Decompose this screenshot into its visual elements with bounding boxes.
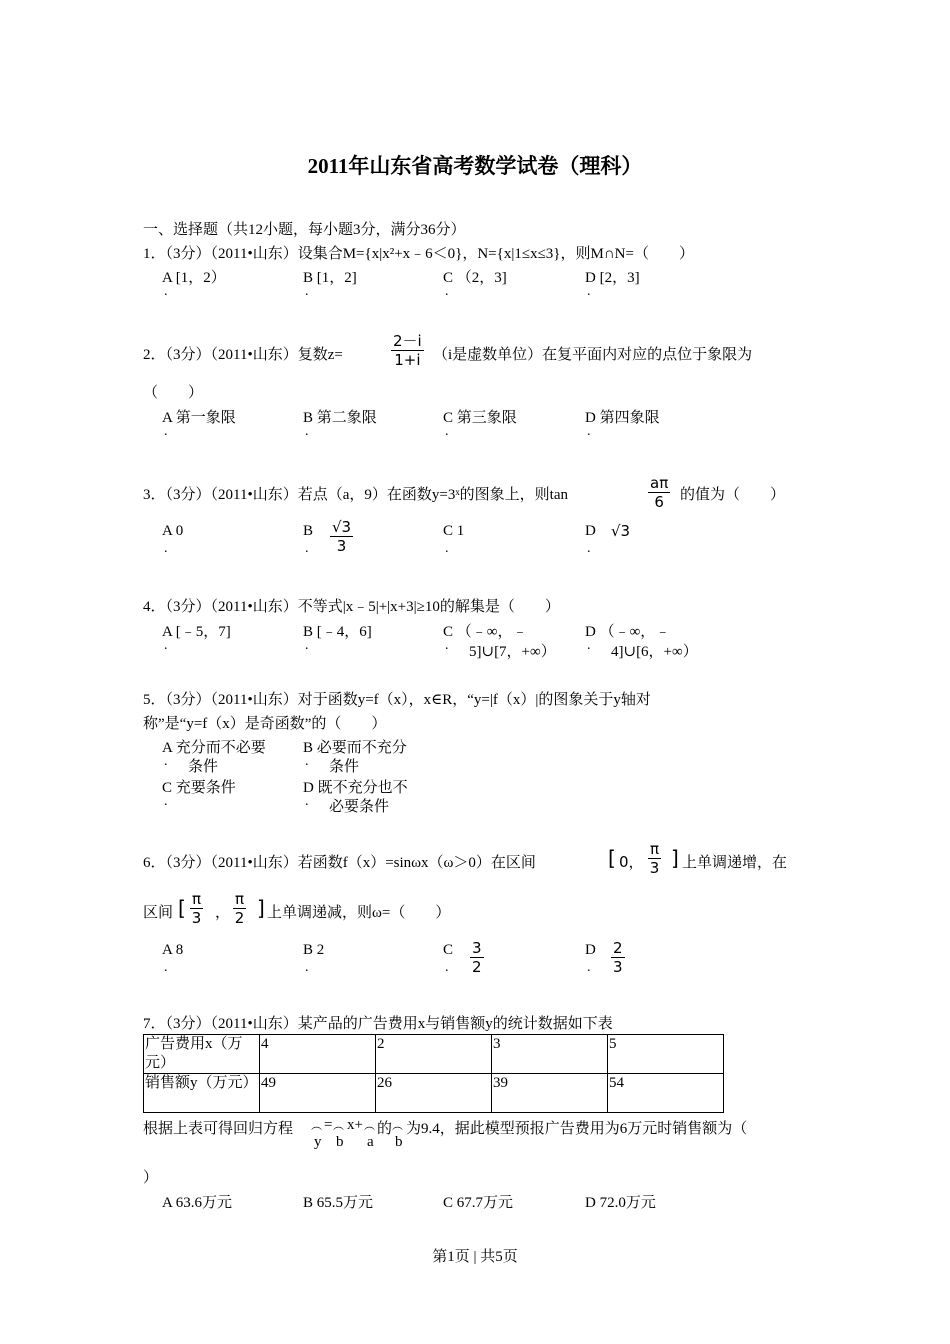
q5-option-d-cont: 必要条件 xyxy=(329,799,390,815)
q4-option-c: C （﹣∞，﹣ xyxy=(443,624,528,640)
q6-option-d-letter: D xyxy=(585,942,596,958)
hat-letter-y: y xyxy=(314,1134,322,1150)
comma: ， xyxy=(215,905,231,921)
q3-option-b-denominator: 3 xyxy=(336,537,347,555)
q4-option-b: B [﹣4，6] xyxy=(303,624,372,640)
bracket-close: ] xyxy=(257,896,265,920)
question-7-stem: 7．（3分）（2011•山东）某产品的广告费用x与销售额y的统计数据如下表 xyxy=(143,1016,613,1032)
q4-option-d: D （﹣∞，﹣ xyxy=(585,624,671,640)
table-cell: 销售额y（万元） xyxy=(144,1074,260,1113)
q2-numerator: 2－i xyxy=(393,332,422,350)
hat-letter-b: b xyxy=(336,1134,344,1150)
denominator-3: 3 xyxy=(649,859,660,877)
q7-option-d: D 72.0万元 xyxy=(585,1195,656,1211)
q3-option-a: A 0 xyxy=(162,523,184,539)
pi-symbol: π xyxy=(650,840,660,858)
dot: . xyxy=(445,284,449,299)
q7-option-a: A 63.6万元 xyxy=(162,1195,233,1211)
q3-option-d-letter: D xyxy=(585,523,596,539)
q1-option-d: D [2，3] xyxy=(585,270,640,286)
q3-option-b-numerator: √3 xyxy=(332,518,352,536)
table-row xyxy=(144,1074,724,1113)
table-cell: 49 xyxy=(260,1074,376,1113)
q5-option-c: C 充要条件 xyxy=(162,780,236,796)
page-title: 2011年山东省高考数学试卷（理科） xyxy=(307,154,643,178)
dot: . xyxy=(164,284,168,299)
question-6-stem-mid: 上单调递增，在 xyxy=(682,855,788,871)
hat-mark: ︵ xyxy=(364,1120,375,1132)
table-cell: 39 xyxy=(492,1074,608,1113)
table-cell: 5 xyxy=(608,1035,724,1074)
table-cell: 54 xyxy=(608,1074,724,1113)
dot: . xyxy=(305,960,309,975)
dot: . xyxy=(587,284,591,299)
q6-option-c-fraction xyxy=(470,939,484,976)
table-cell: 2 xyxy=(376,1035,492,1074)
table-cell: 3 xyxy=(492,1035,608,1074)
table-cell: 26 xyxy=(376,1074,492,1113)
table-row xyxy=(144,1035,724,1074)
dot: . xyxy=(164,960,168,975)
q3-option-b-fraction xyxy=(330,518,353,555)
question-5-stem-line1: 5．（3分）（2011•山东）对于函数y=f（x），x∈R，“y=|f（x）|的图象关于y轴对 xyxy=(143,692,651,708)
question-1-stem: 1．（3分）（2011•山东）设集合M={x|x²+x﹣6＜0}，N={x|1≤x≤3}，则M∩N=（ ） xyxy=(143,246,694,262)
q7-option-b: B 65.5万元 xyxy=(303,1195,374,1211)
table-cell: 4 xyxy=(260,1035,376,1074)
bracket-close: ] xyxy=(671,846,679,870)
q6-option-c-denominator: 2 xyxy=(472,958,482,976)
dot: . xyxy=(445,960,449,975)
q2-option-b: B 第二象限 xyxy=(303,410,377,426)
hat-mark: ︵ xyxy=(333,1120,344,1132)
hat-letter-b: b xyxy=(395,1134,403,1150)
q6-option-a: A 8 xyxy=(162,942,184,958)
x-plus: x+ xyxy=(347,1117,363,1133)
q6-fraction-3 xyxy=(233,890,246,927)
q3-option-d-root: √3 xyxy=(611,522,631,540)
table-cell: 广告费用x（万元） xyxy=(144,1035,260,1074)
question-7-tail-end: 为9.4，据此模型预报广告费用为6万元时销售额为（ xyxy=(406,1121,748,1137)
q4-option-c-cont: 5]∪[7，+∞） xyxy=(469,644,556,660)
pi-symbol: π xyxy=(192,890,202,908)
q6-option-c-numerator: 3 xyxy=(472,939,482,957)
dot: . xyxy=(164,424,168,439)
q5-option-b: B 必要而不充分 xyxy=(303,740,407,756)
page-footer: 第1页 | 共5页 xyxy=(432,1249,518,1265)
q3-numerator: aπ xyxy=(650,474,669,492)
section-heading: 一、选择题（共12小题，每小题3分，满分36分） xyxy=(143,222,466,238)
question-4-stem: 4．（3分）（2011•山东）不等式|x﹣5|+|x+3|≥10的解集是（ ） xyxy=(143,599,560,615)
dot: . xyxy=(587,638,591,653)
q2-denominator: 1+i xyxy=(394,351,421,369)
pi-symbol: π xyxy=(235,890,245,908)
q1-option-b: B [1，2] xyxy=(303,270,357,286)
denominator-3: 3 xyxy=(191,909,202,927)
question-2-paren: （ ） xyxy=(143,385,204,401)
hat-letter-a: a xyxy=(367,1134,374,1150)
q6-option-d-denominator: 3 xyxy=(613,958,623,976)
bracket-open: [ xyxy=(178,896,186,920)
question-6-line2-start: 区间 xyxy=(143,905,174,921)
q3-option-b-letter: B xyxy=(303,523,314,539)
dot: . xyxy=(305,638,309,653)
q6-option-b: B 2 xyxy=(303,942,325,958)
dot: . xyxy=(445,424,449,439)
q3-fraction xyxy=(648,474,670,511)
q6-option-c-letter: C xyxy=(443,942,454,958)
question-6-stem-start: 6．（3分）（2011•山东）若函数f（x）=sinωx（ω＞0）在区间 xyxy=(143,855,536,871)
question-3-stem-end: 的值为（ ） xyxy=(680,487,786,503)
dot: . xyxy=(305,754,309,769)
q5-option-b-cont: 条件 xyxy=(329,759,360,775)
q1-option-a: A [1，2） xyxy=(162,270,226,286)
q3-option-c: C 1 xyxy=(443,523,465,539)
question-2-stem-start: 2．（3分）（2011•山东）复数z= xyxy=(143,347,343,363)
question-6-line2-end: 上单调递减，则ω=（ ） xyxy=(267,905,451,921)
dot: . xyxy=(445,541,449,556)
question-7-de: 的 xyxy=(377,1121,393,1137)
q6-fraction-2 xyxy=(190,890,203,927)
data-table xyxy=(143,1034,724,1113)
dot: . xyxy=(445,638,449,653)
q1-option-c: C （2，3] xyxy=(443,270,507,286)
q5-option-a: A 充分而不必要 xyxy=(162,740,266,756)
question-3-stem-start: 3．（3分）（2011•山东）若点（a，9）在函数y=3ˣ的图象上，则tan xyxy=(143,487,568,503)
q7-option-c: C 67.7万元 xyxy=(443,1195,514,1211)
dot: . xyxy=(164,754,168,769)
dot: . xyxy=(305,541,309,556)
q6-option-d-fraction xyxy=(611,939,625,976)
denominator-2: 2 xyxy=(234,909,245,927)
q4-option-a: A [﹣5，7] xyxy=(162,624,231,640)
q6-interval-start: 0， xyxy=(619,853,644,871)
q2-option-c: C 第三象限 xyxy=(443,410,517,426)
dot: . xyxy=(587,960,591,975)
dot: . xyxy=(305,424,309,439)
bracket-open: [ xyxy=(608,846,616,870)
question-7-close-paren: ） xyxy=(143,1170,159,1186)
dot: . xyxy=(164,541,168,556)
dot: . xyxy=(587,424,591,439)
q3-denominator: 6 xyxy=(654,493,664,511)
q6-option-d-numerator: 2 xyxy=(613,939,623,957)
q2-option-a: A 第一象限 xyxy=(162,410,236,426)
dot: . xyxy=(305,284,309,299)
hat-mark: ︵ xyxy=(392,1120,403,1132)
dot: . xyxy=(164,794,168,809)
dot: . xyxy=(587,541,591,556)
question-5-stem-line2: 称”是“y=f（x）是奇函数”的（ ） xyxy=(143,716,387,732)
q2-option-d: D 第四象限 xyxy=(585,410,660,426)
q6-fraction-1 xyxy=(648,840,661,877)
q5-option-d: D 既不充分也不 xyxy=(303,780,408,796)
question-2-stem-end: （i是虚数单位）在复平面内对应的点位于象限为 xyxy=(433,347,753,363)
dot: . xyxy=(305,794,309,809)
equals: = xyxy=(324,1117,333,1133)
q4-option-d-cont: 4]∪[6，+∞） xyxy=(611,644,698,660)
question-7-tail-start: 根据上表可得回归方程 xyxy=(143,1121,294,1137)
hat-mark: ︵ xyxy=(311,1120,322,1132)
q5-option-a-cont: 条件 xyxy=(188,759,219,775)
dot: . xyxy=(164,638,168,653)
q2-fraction xyxy=(391,332,424,369)
